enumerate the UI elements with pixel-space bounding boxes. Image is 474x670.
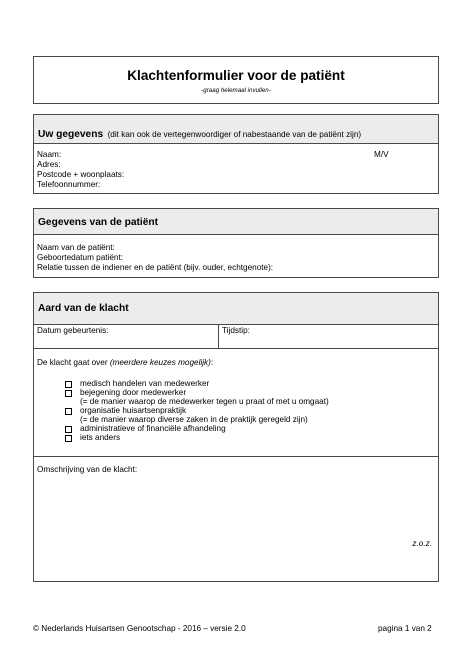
patient-naam-field[interactable]: Naam van de patiënt:	[37, 243, 115, 252]
footer-copyright: © Nederlands Huisartsen Genootschap - 2016 – versie 2.0	[33, 624, 246, 633]
title-box	[33, 56, 439, 104]
checkbox-medisch-handelen[interactable]	[65, 381, 72, 388]
option-bejegening-sub: (= de manier waarop de medewerker tegen u praat of met u omgaat)	[80, 397, 329, 406]
patient-relatie-field[interactable]: Relatie tussen de indiener en de patiënt (bijv. ouder, echtgenote):	[37, 263, 274, 272]
uw-gegevens-note: (dit kan ook de vertegenwoordiger of nabestaande van de patiënt zijn)	[107, 130, 362, 139]
section-uw-gegevens	[33, 114, 439, 194]
divider	[34, 456, 438, 457]
postcode-field[interactable]: Postcode + woonplaats:	[37, 170, 125, 179]
option-administratief: administratieve of financiële afhandeling	[80, 424, 226, 433]
tijdstip-field[interactable]: Tijdstip:	[222, 326, 250, 335]
naam-field[interactable]: Naam:	[37, 150, 62, 159]
form-subtitle: -graag helemaal invullen-	[201, 87, 271, 94]
form-title: Klachtenformulier voor de patiënt	[127, 68, 345, 83]
telefoon-field[interactable]: Telefoonnummer:	[37, 180, 101, 189]
option-medisch-handelen: medisch handelen van medewerker	[80, 379, 210, 388]
gender-field[interactable]: M/V	[374, 150, 389, 159]
option-iets-anders: iets anders	[80, 433, 121, 442]
divider	[34, 234, 438, 235]
footer-page-number: pagina 1 van 2	[378, 624, 432, 633]
patient-geboortedatum-field[interactable]: Geboortedatum patiënt:	[37, 253, 124, 262]
divider	[34, 348, 438, 349]
checkbox-organisatie[interactable]	[65, 408, 72, 415]
klacht-gaat-over-label	[37, 358, 213, 368]
datum-field[interactable]: Datum gebeurtenis:	[37, 326, 109, 335]
gaat-over-colon: :	[210, 358, 214, 367]
checkbox-bejegening[interactable]	[65, 390, 72, 397]
uw-gegevens-title: Uw gegevens	[38, 129, 104, 140]
omschrijving-field[interactable]: Omschrijving van de klacht:	[37, 465, 138, 474]
adres-field[interactable]: Adres:	[37, 160, 61, 169]
patient-heading: Gegevens van de patiënt	[38, 217, 159, 228]
checkbox-iets-anders[interactable]	[65, 435, 72, 442]
klacht-heading: Aard van de klacht	[38, 303, 129, 314]
gaat-over-note: (meerdere keuzes mogelijk)	[109, 358, 211, 367]
zoz-note: z.o.z.	[412, 539, 432, 548]
section-patient	[33, 208, 439, 278]
divider	[34, 324, 438, 325]
uw-gegevens-heading	[38, 124, 361, 142]
divider	[34, 143, 438, 144]
option-organisatie-sub: (= de manier waarop diverse zaken in de praktijk geregeld zijn)	[80, 415, 308, 424]
option-bejegening: bejegening door medewerker	[80, 388, 187, 397]
gaat-over-text: De klacht gaat over	[37, 358, 108, 367]
divider	[218, 324, 219, 348]
section-klacht	[33, 292, 439, 582]
checkbox-administratief[interactable]	[65, 426, 72, 433]
option-organisatie: organisatie huisartsenpraktijk	[80, 406, 187, 415]
